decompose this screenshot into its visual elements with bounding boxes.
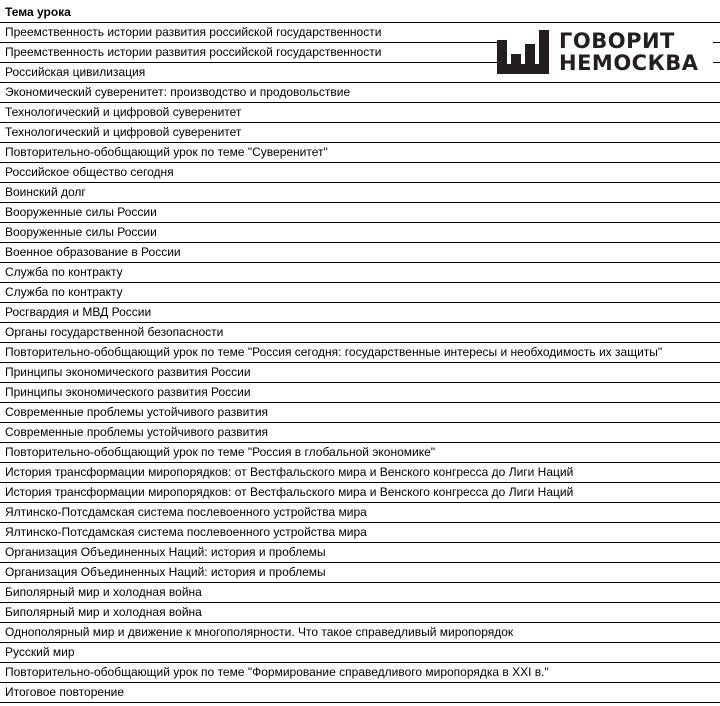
table-row bbox=[0, 443, 720, 463]
table-row bbox=[0, 163, 720, 183]
lesson-topic-cell: Воинский долг bbox=[0, 183, 720, 203]
lesson-topic-cell: История трансформации миропорядков: от Вестфальского мира и Венского конгресса до Лиги Наций bbox=[0, 463, 720, 483]
table-row bbox=[0, 503, 720, 523]
table-row bbox=[0, 123, 720, 143]
lesson-topic-cell: Вооруженные силы России bbox=[0, 203, 720, 223]
lesson-topic-cell: Современные проблемы устойчивого развития bbox=[0, 403, 720, 423]
table-row bbox=[0, 663, 720, 683]
table-row bbox=[0, 323, 720, 343]
lesson-topic-cell: Росгвардия и МВД России bbox=[0, 303, 720, 323]
table-row bbox=[0, 583, 720, 603]
lesson-topic-cell: Повторительно-обобщающий урок по теме "Россия сегодня: государственные интересы и необходимость их защиты" bbox=[0, 343, 720, 363]
lesson-topic-cell: Технологический и цифровой суверенитет bbox=[0, 103, 720, 123]
table-row bbox=[0, 203, 720, 223]
table-header-row bbox=[0, 3, 720, 23]
lesson-topic-cell: Принципы экономического развития России bbox=[0, 363, 720, 383]
lesson-topic-cell: Русский мир bbox=[0, 643, 720, 663]
table-row bbox=[0, 183, 720, 203]
bar-chart-logo-icon bbox=[497, 30, 549, 74]
lesson-topic-cell: Вооруженные силы России bbox=[0, 223, 720, 243]
lesson-topic-cell: Служба по контракту bbox=[0, 263, 720, 283]
lesson-topic-cell: Ялтинско-Потсдамская система послевоенного устройства мира bbox=[0, 523, 720, 543]
lesson-topic-cell: Экономический суверенитет: производство и продовольствие bbox=[0, 83, 720, 103]
column-header-lesson-topic: Тема урока bbox=[0, 3, 720, 23]
table-row bbox=[0, 603, 720, 623]
lesson-topic-cell: Биполярный мир и холодная война bbox=[0, 583, 720, 603]
table-row bbox=[0, 403, 720, 423]
table-row bbox=[0, 103, 720, 123]
table-row bbox=[0, 543, 720, 563]
logo-wordmark bbox=[559, 30, 699, 74]
lesson-topic-cell: Однополярный мир и движение к многополярности. Что такое справедливый миропорядок bbox=[0, 623, 720, 643]
table-row bbox=[0, 83, 720, 103]
lesson-topic-cell: Биполярный мир и холодная война bbox=[0, 603, 720, 623]
lesson-topic-cell: Ялтинско-Потсдамская система послевоенного устройства мира bbox=[0, 503, 720, 523]
lesson-topic-cell: Органы государственной безопасности bbox=[0, 323, 720, 343]
table-row bbox=[0, 223, 720, 243]
table-row bbox=[0, 423, 720, 443]
lesson-topic-cell: Повторительно-обобщающий урок по теме "Россия в глобальной экономике" bbox=[0, 443, 720, 463]
logo-line-1: ГОВОРИТ bbox=[559, 29, 675, 53]
lesson-topic-cell: Повторительно-обобщающий урок по теме "Формирование справедливого миропорядка в XXI в." bbox=[0, 663, 720, 683]
table-row bbox=[0, 463, 720, 483]
table-row bbox=[0, 343, 720, 363]
watermark-logo bbox=[497, 28, 713, 76]
table-row bbox=[0, 143, 720, 163]
lesson-topic-cell: Военное образование в России bbox=[0, 243, 720, 263]
table-row bbox=[0, 563, 720, 583]
lesson-topic-cell: Преемственность истории развития российской государственности bbox=[0, 23, 720, 43]
table-row bbox=[0, 303, 720, 323]
table-row bbox=[0, 623, 720, 643]
lesson-topic-cell: Повторительно-обобщающий урок по теме "Суверенитет" bbox=[0, 143, 720, 163]
table-row bbox=[0, 263, 720, 283]
table-body bbox=[0, 3, 720, 703]
table-row bbox=[0, 283, 720, 303]
table-row bbox=[0, 383, 720, 403]
lesson-topic-cell: Итоговое повторение bbox=[0, 683, 720, 703]
table-row bbox=[0, 683, 720, 703]
lesson-topic-cell: История трансформации миропорядков: от Вестфальского мира и Венского конгресса до Лиги Наций bbox=[0, 483, 720, 503]
lesson-topics-table bbox=[0, 3, 720, 703]
lesson-topic-cell: Принципы экономического развития России bbox=[0, 383, 720, 403]
lesson-topic-cell: Современные проблемы устойчивого развития bbox=[0, 423, 720, 443]
lesson-topic-cell: Технологический и цифровой суверенитет bbox=[0, 123, 720, 143]
lesson-topic-cell: Российское общество сегодня bbox=[0, 163, 720, 183]
table-row bbox=[0, 363, 720, 383]
logo-line-2: НЕМОСКВА bbox=[559, 51, 699, 75]
lesson-topic-cell: Российская цивилизация bbox=[0, 63, 720, 83]
table-row bbox=[0, 523, 720, 543]
lesson-topic-cell: Организация Объединенных Наций: история и проблемы bbox=[0, 543, 720, 563]
lesson-topic-cell: Преемственность истории развития российской государственности bbox=[0, 43, 720, 63]
table-row bbox=[0, 643, 720, 663]
lesson-topic-cell: Служба по контракту bbox=[0, 283, 720, 303]
lesson-topic-cell: Организация Объединенных Наций: история и проблемы bbox=[0, 563, 720, 583]
table-row bbox=[0, 483, 720, 503]
table-row bbox=[0, 243, 720, 263]
